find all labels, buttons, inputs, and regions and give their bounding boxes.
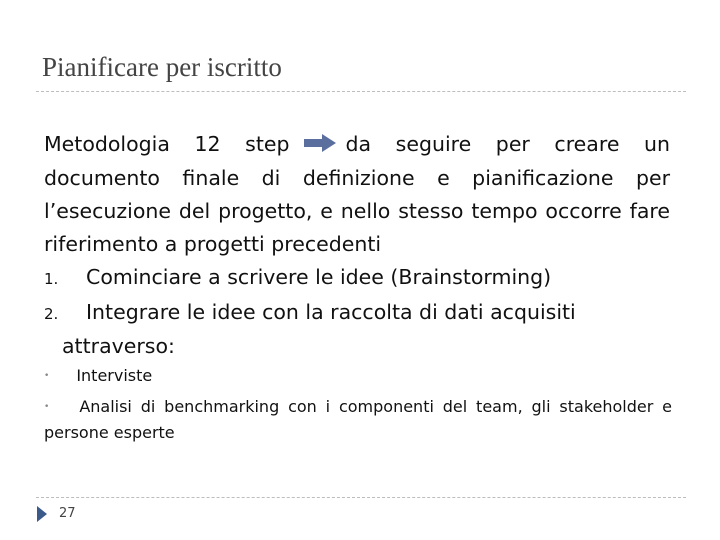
list-item — [44, 261, 670, 296]
intro-text-start: Metodologia 12 step — [44, 132, 290, 156]
list-marker: 1. — [44, 269, 59, 288]
right-arrow-icon — [304, 129, 336, 162]
list-item — [44, 296, 670, 331]
bullet-item — [44, 363, 672, 389]
bullet-marker: • — [44, 371, 50, 381]
list-item-text: Integrare le idee con la raccolta di dati acquisiti — [86, 299, 576, 324]
slide-title: Pianificare per iscritto — [42, 52, 282, 82]
page-number: 27 — [59, 506, 76, 521]
bullet-text: Interviste — [76, 366, 153, 385]
bullet-text: Analisi di benchmarking con i componenti del team, gli stakeholder e persone esperte — [44, 397, 672, 442]
list-item-text: Cominciare a scrivere le idee (Brainstorming) — [86, 264, 552, 289]
footer-divider — [36, 497, 686, 498]
bullet-item — [44, 394, 672, 445]
list-marker: 2. — [44, 304, 59, 323]
slide-body — [44, 128, 670, 363]
bullet-marker: • — [44, 402, 50, 412]
intro-text-rest: da seguire per creare un documento finale di definizione e pianificazione per l’esecuzione del progetto, e nello stesso tempo occorre fare riferimento a progetti precedenti — [44, 132, 671, 256]
triangle-icon — [37, 506, 47, 526]
title-divider — [36, 91, 686, 92]
intro-paragraph — [44, 128, 670, 261]
list-item-continuation: attraverso: — [62, 333, 175, 358]
